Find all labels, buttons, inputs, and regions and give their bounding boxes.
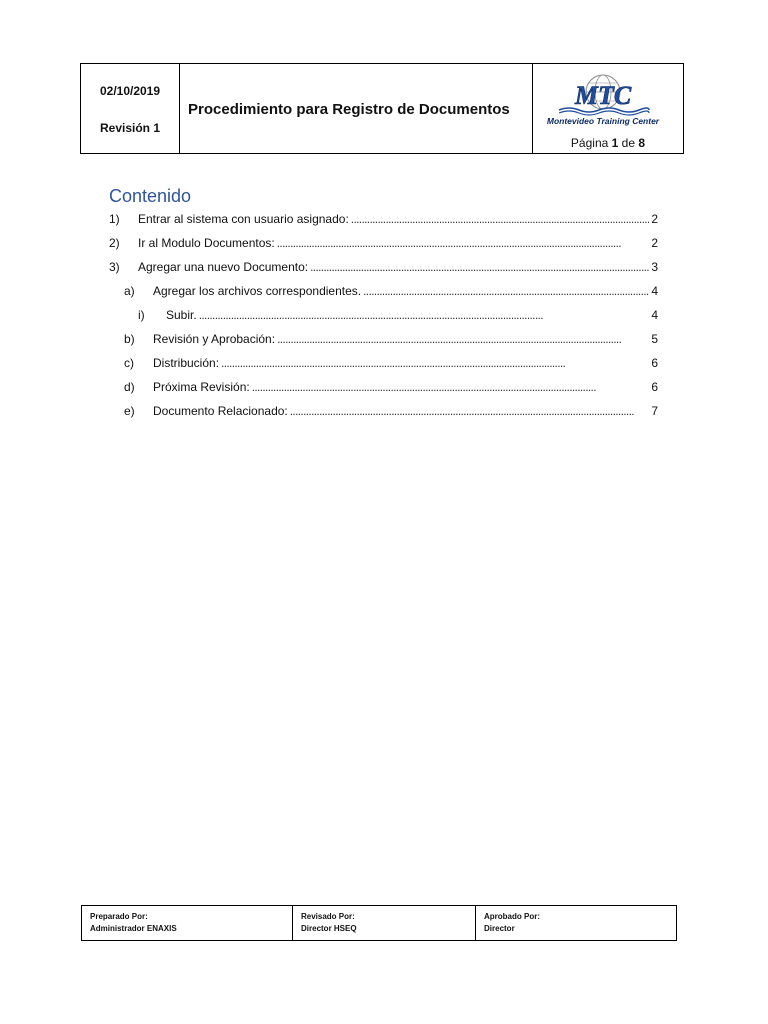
toc-entry[interactable] [109, 231, 658, 255]
toc-entry-number: 3) [109, 260, 120, 274]
logo-letters: MTC [574, 81, 632, 110]
prepared-by-value: Administrador ENAXIS [90, 924, 177, 933]
header-date-cell [81, 64, 180, 153]
page-indicator [533, 136, 683, 150]
approved-by-cell [475, 906, 676, 940]
prepared-by-label: Preparado Por: [90, 912, 148, 921]
toc-entry-text: Entrar al sistema con usuario asignado: [138, 212, 349, 226]
toc-dot-leader [277, 231, 650, 255]
reviewed-by-value: Director HSEQ [301, 924, 357, 933]
page-of: de [621, 136, 636, 150]
header-logo-cell [533, 64, 683, 153]
toc-entry-number: d) [124, 380, 135, 394]
toc-entry-page: 4 [651, 308, 658, 322]
toc-entry[interactable] [109, 351, 658, 375]
toc-entry-number: b) [124, 332, 135, 346]
toc-entry-page: 3 [651, 260, 658, 274]
page-total: 8 [638, 136, 646, 150]
toc-dot-leader [252, 375, 650, 399]
document-header [80, 63, 684, 154]
toc-entry-page: 2 [651, 236, 658, 250]
header-title-cell [180, 64, 533, 153]
toc-entry-text: Próxima Revisión: [153, 380, 250, 394]
toc-entry-text: Agregar los archivos correspondientes. [153, 284, 362, 298]
toc-entry-page: 5 [651, 332, 658, 346]
toc-dot-leader [290, 399, 650, 423]
revision-label: Revisión 1 [99, 121, 161, 135]
toc-dot-leader [363, 279, 649, 303]
toc-entry-page: 6 [651, 380, 658, 394]
logo-subtitle: Montevideo Training Center [546, 116, 660, 126]
page-current: 1 [611, 136, 619, 150]
toc-entry-number: 1) [109, 212, 120, 226]
approval-footer [81, 905, 677, 941]
toc-dot-leader [221, 351, 649, 375]
toc-entry-page: 4 [651, 284, 658, 298]
table-of-contents [109, 207, 658, 423]
approved-by-label: Aprobado Por: [484, 912, 540, 921]
toc-entry-page: 2 [651, 212, 658, 226]
toc-entry-page: 6 [651, 356, 658, 370]
toc-dot-leader [351, 207, 650, 231]
toc-dot-leader [277, 327, 649, 351]
approved-by-value: Director [484, 924, 515, 933]
toc-entry[interactable] [109, 303, 658, 327]
toc-dot-leader [199, 303, 650, 327]
page-label: Página [570, 136, 609, 150]
toc-entry[interactable] [109, 207, 658, 231]
toc-entry-number: 2) [109, 236, 120, 250]
toc-entry-number: a) [124, 284, 135, 298]
toc-entry-text: Documento Relacionado: [153, 404, 288, 418]
toc-entry-text: Subir. [166, 308, 197, 322]
toc-entry[interactable] [109, 279, 658, 303]
toc-entry[interactable] [109, 399, 658, 423]
reviewed-by-label: Revisado Por: [301, 912, 355, 921]
toc-entry[interactable] [109, 327, 658, 351]
toc-dot-leader [310, 255, 649, 279]
toc-entry-text: Ir al Modulo Documentos: [138, 236, 275, 250]
toc-entry-page: 7 [651, 404, 658, 418]
reviewed-by-cell [292, 906, 475, 940]
toc-entry-number: i) [138, 308, 145, 322]
toc-entry-text: Agregar una nuevo Documento: [138, 260, 309, 274]
toc-entry[interactable] [109, 375, 658, 399]
prepared-by-cell [82, 906, 292, 940]
document-title: Procedimiento para Registro de Documentos [188, 101, 510, 118]
toc-heading: Contenido [109, 186, 192, 206]
toc-entry-text: Revisión y Aprobación: [153, 332, 276, 346]
toc-entry-number: c) [124, 356, 134, 370]
mtc-logo [545, 70, 661, 130]
toc-entry-number: e) [124, 404, 135, 418]
toc-entry-text: Distribución: [153, 356, 220, 370]
toc-entry[interactable] [109, 255, 658, 279]
document-date: 02/10/2019 [99, 84, 161, 98]
